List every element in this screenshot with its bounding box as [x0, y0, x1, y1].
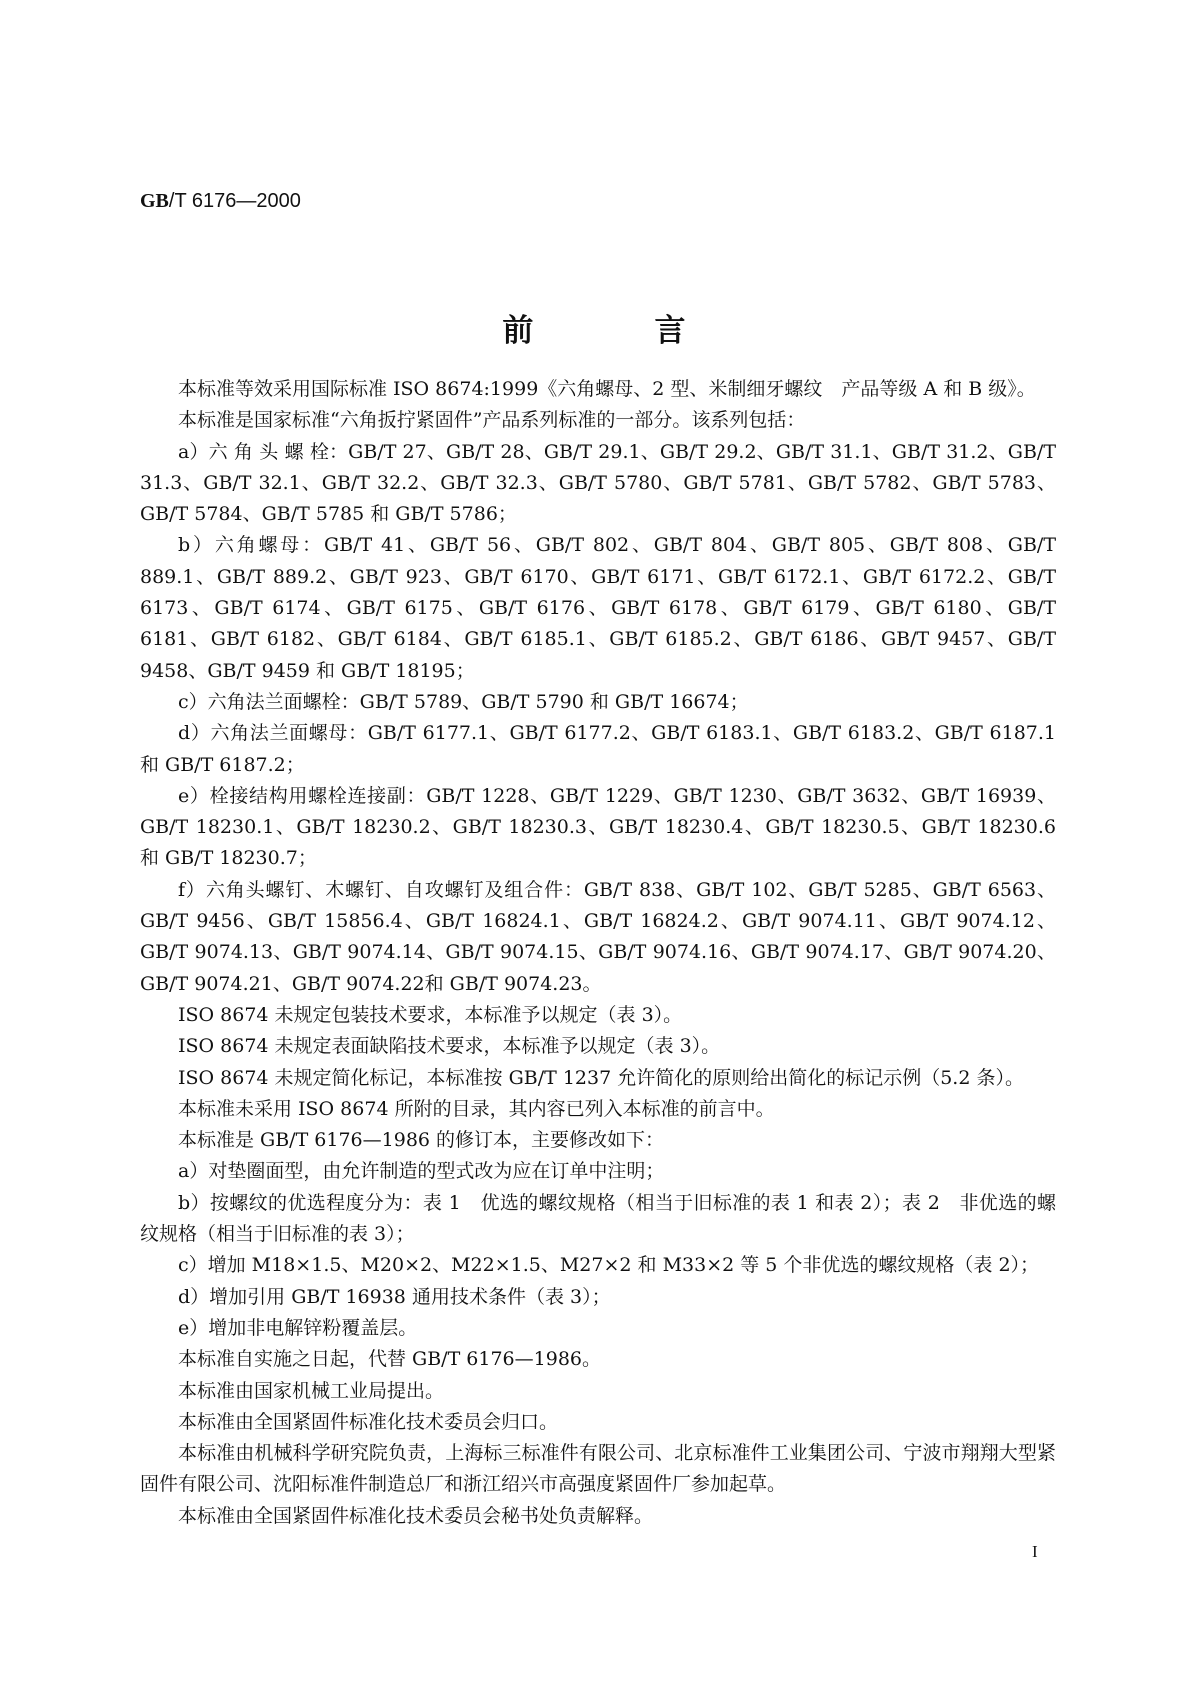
revision-item-a: a）对垫圈面型，由允许制造的型式改为应在订单中注明； [178, 1160, 665, 1183]
series-item-c: c）六角法兰面螺栓：GB/T 5789、GB/T 5790 和 GB/T 16674； [178, 690, 749, 713]
revision-item-d: d）增加引用 GB/T 16938 通用技术条件（表 3）； [178, 1285, 611, 1308]
foreword-body [140, 374, 1056, 1532]
paragraph-surface-defects: ISO 8674 未规定表面缺陷技术要求，本标准予以规定（表 3）。 [178, 1035, 721, 1058]
paragraph-contents: 本标准未采用 ISO 8674 所附的目录，其内容已列入本标准的前言中。 [178, 1097, 775, 1120]
series-item-e: e）栓接结构用螺栓连接副：GB/T 1228、GB/T 1229、GB/T 1230、GB/T 3632、GB/T 16939、GB/T 18230.1、GB/T 18230.2、GB/T 18230.3、GB/T 18230.4、GB/T 18230.5、GB/T 18230.6 和 GB/T 18230.7； [140, 784, 1056, 870]
paragraph-packaging: ISO 8674 未规定包装技术要求，本标准予以规定（表 3）。 [178, 1003, 683, 1026]
series-item-b: b）六角螺母：GB/T 41、GB/T 56、GB/T 802、GB/T 804、GB/T 805、GB/T 808、GB/T 889.1、GB/T 889.2、GB/T 923、GB/T 6170、GB/T 6171、GB/T 6172.1、GB/T 6172.2、GB/T 6173、GB/T 6174、GB/T 6175、GB/T 6176、GB/T 6178、GB/T 6179、GB/T 6180、GB/T 6181、GB/T 6182、GB/T 6184、GB/T 6185.1、GB/T 6185.2、GB/T 6186、GB/T 9457、GB/T 9458、GB/T 9459 和 GB/T 18195； [140, 534, 1056, 682]
series-item-d: d）六角法兰面螺母：GB/T 6177.1、GB/T 6177.2、GB/T 6183.1、GB/T 6183.2、GB/T 6187.1 和 GB/T 6187.2； [140, 722, 1056, 776]
revision-item-e: e）增加非电解锌粉覆盖层。 [178, 1316, 418, 1339]
standard-code-prefix: GB [140, 190, 169, 212]
paragraph-revision: 本标准是 GB/T 6176—1986 的修订本，主要修改如下： [178, 1129, 665, 1152]
series-item-a: a）六 角 头 螺 栓：GB/T 27、GB/T 28、GB/T 29.1、GB/T 29.2、GB/T 31.1、GB/T 31.2、GB/T 31.3、GB/T 32.1、GB/T 32.2、GB/T 32.3、GB/T 5780、GB/T 5781、GB/T 5782、GB/T 5783、GB/T 5784、GB/T 5785 和 GB/T 5786； [140, 440, 1056, 526]
paragraph-simplified-marking: ISO 8674 未规定简化标记，本标准按 GB/T 1237 允许简化的原则给出简化的标记示例（5.2 条）。 [178, 1066, 1024, 1089]
page-title-char-1: 前 [502, 313, 537, 349]
paragraph-proposed-by: 本标准由国家机械工业局提出。 [178, 1379, 445, 1402]
paragraph-drafted-by: 本标准由机械科学研究院负责，上海标三标准件有限公司、北京标准件工业集团公司、宁波市翔翔大型紧固件有限公司、沈阳标准件制造总厂和浙江绍兴市高强度紧固件厂参加起草。 [140, 1442, 1056, 1496]
series-item-f: f）六角头螺钉、木螺钉、自攻螺钉及组合件：GB/T 838、GB/T 102、GB/T 5285、GB/T 6563、GB/T 9456、GB/T 15856.4、GB/T 16824.1、GB/T 16824.2、GB/T 9074.11、GB/T 9074.12、GB/T 9074.13、GB/T 9074.14、GB/T 9074.15、GB/T 9074.16、GB/T 9074.17、GB/T 9074.20、GB/T 9074.21、GB/T 9074.22和 GB/T 9074.23。 [140, 878, 1056, 995]
page-title-char-2: 言 [654, 313, 689, 349]
paragraph-series-intro: 本标准是国家标准“六角扳拧紧固件”产品系列标准的一部分。该系列包括： [178, 409, 806, 432]
standard-code-number: /T 6176—2000 [168, 190, 301, 212]
paragraph-centralized-by: 本标准由全国紧固件标准化技术委员会归口。 [178, 1410, 559, 1433]
standard-code [140, 190, 301, 213]
page-number: I [1032, 1542, 1038, 1561]
paragraph-equivalence: 本标准等效采用国际标准 ISO 8674:1999《六角螺母、2 型、米制细牙螺纹 产品等级 A 和 B 级》。 [178, 378, 1036, 400]
paragraph-interpreted-by: 本标准由全国紧固件标准化技术委员会秘书处负责解释。 [178, 1504, 654, 1527]
paragraph-replaces: 本标准自实施之日起，代替 GB/T 6176—1986。 [178, 1348, 602, 1371]
page-title [0, 305, 1191, 350]
revision-item-b: b）按螺纹的优选程度分为：表 1 优选的螺纹规格（相当于旧标准的表 1 和表 2）；表 2 非优选的螺纹规格（相当于旧标准的表 3）； [140, 1191, 1056, 1246]
revision-item-c: c）增加 M18×1.5、M20×2、M22×1.5、M27×2 和 M33×2 等 5 个非优选的螺纹规格（表 2）； [178, 1254, 1040, 1277]
